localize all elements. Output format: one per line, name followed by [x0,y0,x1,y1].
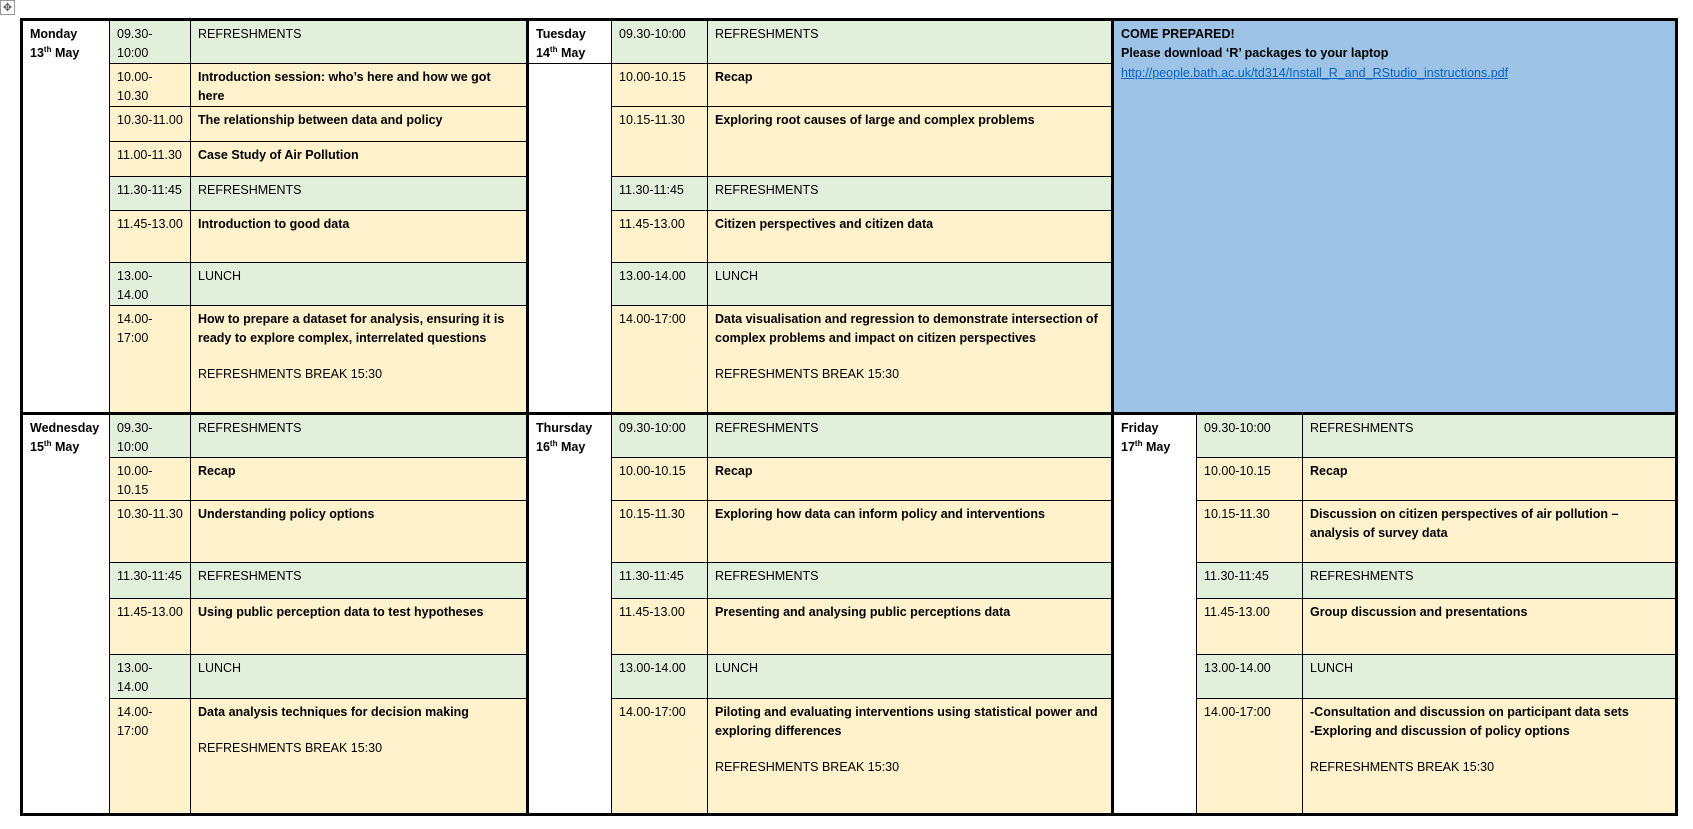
friday-time: 11.45-13.00 [1197,599,1303,655]
monday-time: 11.00-11.30 [110,142,191,177]
tuesday-time: 11.45-13.00 [612,211,708,263]
friday-time: 10.00-10.15 [1197,458,1303,501]
friday-time: 13.00-14.00 [1197,655,1303,699]
r-install-instructions-link[interactable]: http://people.bath.ac.uk/td314/Install_R_and_RStudio_instructions.pdf [1121,65,1509,80]
wednesday-time: 14.00-17:00 [110,699,191,815]
tuesday-time: 13.00-14.00 [612,263,708,306]
thursday-time: 09.30-10:00 [612,414,708,458]
wednesday-time: 10.30-11.30 [110,501,191,563]
thursday-session: Exploring how data can inform policy and interventions [708,501,1113,563]
friday-time: 10.15-11.30 [1197,501,1303,563]
wednesday-session: Recap [191,458,528,501]
come-prepared-box [1113,20,1677,64]
table-move-handle-icon[interactable]: ✥ [0,0,15,15]
tuesday-session: REFRESHMENTS [708,177,1113,211]
monday-time: 10.00-10.30 [110,64,191,107]
wednesday-session: Understanding policy options [191,501,528,563]
monday-time: 14.00-17:00 [110,306,191,414]
day-label-monday: Monday 13th May [22,20,110,414]
thursday-session: Piloting and evaluating interventions using statistical power and exploring differences REFRESHMENTS BREAK 15:30 [708,699,1113,815]
thursday-time: 11.45-13.00 [612,599,708,655]
monday-session: LUNCH [191,263,528,306]
friday-session: LUNCH [1303,655,1677,699]
wednesday-time: 13.00-14.00 [110,655,191,699]
friday-time: 11.30-11:45 [1197,563,1303,599]
day-label-tuesday: Tuesday 14th May [528,20,612,64]
monday-session: How to prepare a dataset for analysis, ensuring it is ready to explore complex, interrelated questions REFRESHMENTS BREAK 15:30 [191,306,528,414]
friday-session: Discussion on citizen perspectives of air pollution – analysis of survey data [1303,501,1677,563]
tuesday-session: LUNCH [708,263,1113,306]
thursday-session: REFRESHMENTS [708,414,1113,458]
tuesday-time: 09.30-10:00 [612,20,708,64]
thursday-session: REFRESHMENTS [708,563,1113,599]
friday-time: 14.00-17:00 [1197,699,1303,815]
tuesday-time: 10.15-11.30 [612,107,708,177]
wednesday-time: 11.45-13.00 [110,599,191,655]
tuesday-time: 14.00-17:00 [612,306,708,414]
tuesday-session: REFRESHMENTS [708,20,1113,64]
day-label-thursday: Thursday 16th May [528,414,612,815]
tuesday-day-spacer [528,64,612,414]
prepared-subtitle: Please download ‘R’ packages to your laptop [1121,46,1389,60]
workshop-schedule-table [20,18,1678,816]
tuesday-session: Citizen perspectives and citizen data [708,211,1113,263]
thursday-session: Recap [708,458,1113,501]
tuesday-session: Recap [708,64,1113,107]
friday-session: Recap [1303,458,1677,501]
friday-time: 09.30-10:00 [1197,414,1303,458]
thursday-time: 14.00-17:00 [612,699,708,815]
wednesday-session: Using public perception data to test hypotheses [191,599,528,655]
tuesday-session: Exploring root causes of large and complex problems [708,107,1113,177]
monday-time: 11.30-11:45 [110,177,191,211]
tuesday-time: 10.00-10.15 [612,64,708,107]
wednesday-time: 09.30-10:00 [110,414,191,458]
thursday-session: Presenting and analysing public perceptions data [708,599,1113,655]
wednesday-time: 11.30-11:45 [110,563,191,599]
wednesday-session: Data analysis techniques for decision making REFRESHMENTS BREAK 15:30 [191,699,528,815]
monday-session: Introduction session: who’s here and how we got here [191,64,528,107]
friday-session: REFRESHMENTS [1303,563,1677,599]
monday-time: 09.30-10:00 [110,20,191,64]
thursday-time: 10.00-10.15 [612,458,708,501]
day-label-wednesday: Wednesday 15th May [22,414,110,815]
thursday-time: 10.15-11.30 [612,501,708,563]
tuesday-time: 11.30-11:45 [612,177,708,211]
thursday-time: 13.00-14.00 [612,655,708,699]
thursday-time: 11.30-11:45 [612,563,708,599]
monday-session: The relationship between data and policy [191,107,528,142]
prepared-title: COME PREPARED! [1121,27,1235,41]
thursday-session: LUNCH [708,655,1113,699]
wednesday-session: REFRESHMENTS [191,563,528,599]
monday-time: 10.30-11.00 [110,107,191,142]
monday-session: Case Study of Air Pollution [191,142,528,177]
tuesday-session: Data visualisation and regression to demonstrate intersection of complex problems and impact on citizen perspectives REFRESHMENTS BREAK 15:30 [708,306,1113,414]
monday-session: REFRESHMENTS [191,20,528,64]
monday-time: 11.45-13.00 [110,211,191,263]
friday-session: Group discussion and presentations [1303,599,1677,655]
friday-session: -Consultation and discussion on participant data sets -Exploring and discussion of policy options REFRESHMENTS BREAK 15:30 [1303,699,1677,815]
wednesday-session: LUNCH [191,655,528,699]
monday-time: 13.00-14.00 [110,263,191,306]
friday-session: REFRESHMENTS [1303,414,1677,458]
wednesday-time: 10.00-10.15 [110,458,191,501]
prepared-link-cell [1113,64,1677,414]
monday-session: Introduction to good data [191,211,528,263]
day-label-friday: Friday 17th May [1113,414,1197,815]
wednesday-session: REFRESHMENTS [191,414,528,458]
monday-session: REFRESHMENTS [191,177,528,211]
